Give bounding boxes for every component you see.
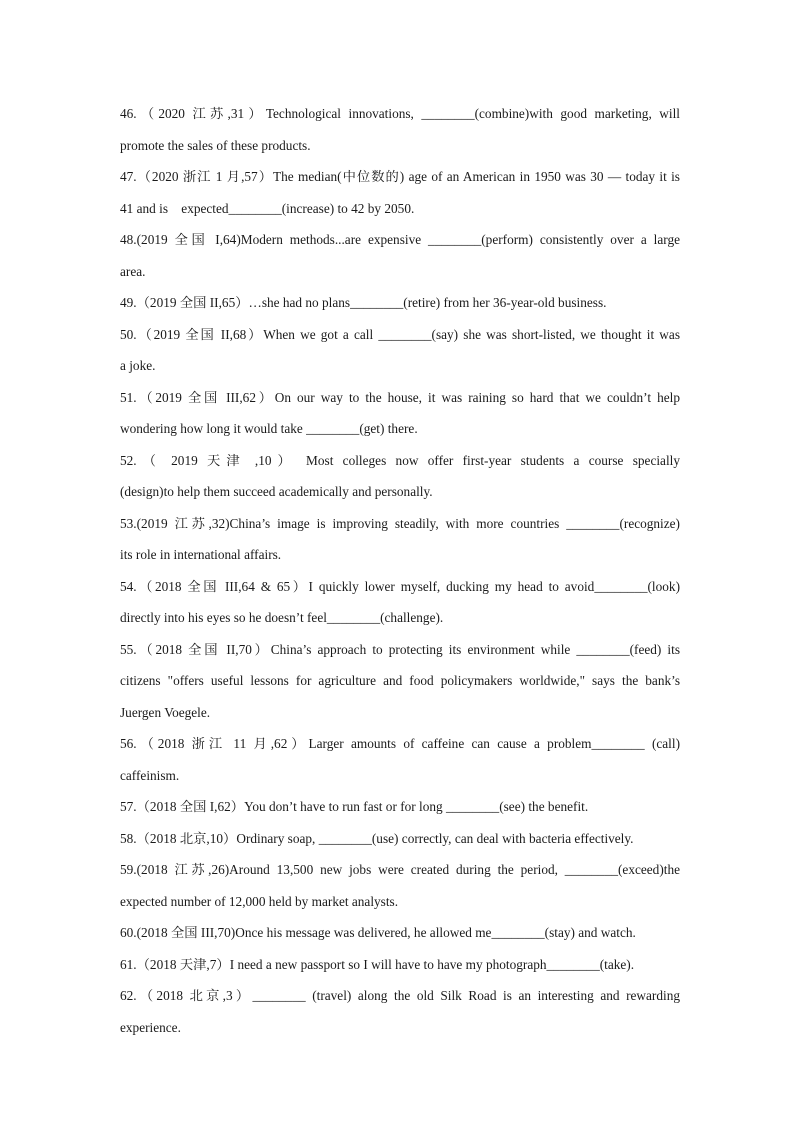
question-line: 47.（2020 浙江 1 月,57）The median(中位数的) age of an American in 1950 was 30 — today it is	[120, 169, 680, 184]
question-line: 50.（2019 全国 II,68）When we got a call ________(say) she was short-listed, we thought it was	[120, 326, 680, 342]
question-line: 60.(2018 全国 III,70)Once his message was delivered, he allowed me________(stay) and watch.	[120, 925, 636, 940]
question-54	[120, 571, 680, 634]
question-53	[120, 508, 680, 571]
exercise-list	[120, 98, 680, 1043]
question-line: 56.（2018 浙江 11 月,62）Larger amounts of caffeine can cause a problem________ (call)	[120, 736, 680, 751]
question-line: 61.（2018 天津,7）I need a new passport so I will have to have my photograph________(take).	[120, 956, 635, 972]
question-61	[120, 949, 680, 981]
question-line: 57.（2018 全国 I,62）You don’t have to run fast or for long ________(see) the benefit.	[120, 799, 589, 814]
question-line: 49.（2019 全国 II,65）…she had no plans________(retire) from her 36-year-old business.	[120, 295, 607, 310]
question-51	[120, 382, 680, 445]
question-50	[120, 319, 680, 382]
question-line: 51.（2019 全国 III,62）On our way to the house, it was raining so hard that we couldn’t help	[120, 389, 680, 405]
question-line: promote the sales of these products.	[120, 137, 311, 153]
question-line: 41 and is expected________(increase) to 42 by 2050.	[120, 200, 415, 216]
question-line: 62.（2018 北京,3）________ (travel) along the old Silk Road is an interesting and rewarding	[120, 988, 680, 1003]
question-line: area.	[120, 263, 146, 279]
question-52	[120, 445, 680, 508]
question-line: expected number of 12,000 held by market analysts.	[120, 893, 399, 909]
question-58	[120, 823, 680, 855]
question-line: caffeinism.	[120, 767, 180, 783]
question-line: experience.	[120, 1019, 181, 1035]
question-line: 53.(2019 江苏,32)China’s image is improving steadily, with more countries ________(recognize)	[120, 515, 680, 531]
question-line: (design)to help them succeed academically and personally.	[120, 484, 433, 499]
question-line: 48.(2019 全国 I,64)Modern methods...are expensive ________(perform) consistently over a large	[120, 232, 680, 247]
question-line: its role in international affairs.	[120, 547, 282, 562]
question-55	[120, 634, 680, 729]
question-62	[120, 980, 680, 1043]
question-line: directly into his eyes so he doesn’t feel________(challenge).	[120, 610, 444, 625]
question-57	[120, 791, 680, 823]
question-line: 59.(2018 江苏,26)Around 13,500 new jobs were created during the period, ________(exceed)the	[120, 862, 680, 877]
question-line: wondering how long it would take ________(get) there.	[120, 421, 418, 436]
question-line: 55.（2018 全国 II,70）China’s approach to protecting its environment while ________(feed) its	[120, 641, 680, 657]
question-60	[120, 917, 680, 949]
question-56	[120, 728, 680, 791]
question-59	[120, 854, 680, 917]
question-line: 46.（2020 江苏,31）Technological innovations, ________(combine)with good marketing, will	[120, 106, 680, 121]
question-49	[120, 287, 680, 319]
question-line: Juergen Voegele.	[120, 704, 211, 720]
question-line: citizens "offers useful lessons for agriculture and food policymakers worldwide," says the bank’s	[120, 673, 680, 688]
question-47	[120, 161, 680, 224]
question-line: 58.（2018 北京,10）Ordinary soap, ________(use) correctly, can deal with bacteria effectively.	[120, 830, 634, 846]
question-48	[120, 224, 680, 287]
question-line: 52.（ 2019 天津 ,10） Most colleges now offer first-year students a course specially	[120, 452, 680, 468]
question-line: a joke.	[120, 358, 156, 373]
question-46	[120, 98, 680, 161]
question-line: 54.（2018 全国 III,64 & 65）I quickly lower myself, ducking my head to avoid________(look)	[120, 578, 680, 594]
